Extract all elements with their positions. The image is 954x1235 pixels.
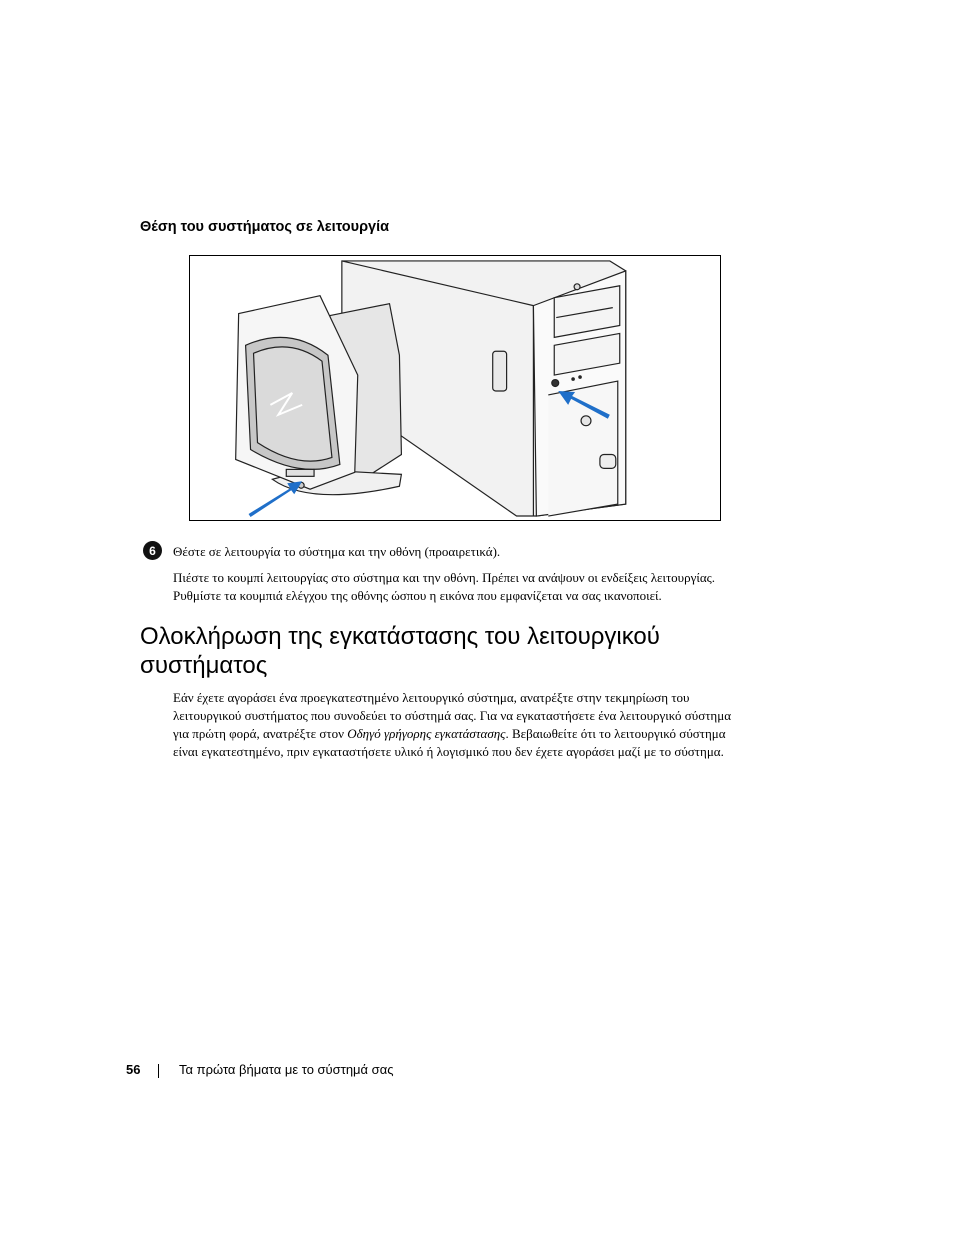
step-detail-line: Πιέστε το κουμπί λειτουργίας στο σύστημα και την οθόνη. Πρέπει να ανάψουν οι ενδείξεις λειτουργίας. — [173, 570, 716, 585]
step-instruction: Θέστε σε λειτουργία το σύστημα και την οθόνη (προαιρετικά). — [173, 544, 501, 559]
page-number: 56 — [126, 1062, 141, 1077]
section-heading — [140, 622, 780, 680]
body-text: για πρώτη φορά, ανατρέξτε στον — [173, 726, 348, 741]
step-number-badge: 6 — [143, 541, 162, 560]
step-detail-line: Ρυθμίστε τα κουμπιά ελέγχου της οθόνης ώσπου η εικόνα που εμφανίζεται να σας ικανοποιεί. — [173, 588, 662, 603]
footer-divider — [158, 1064, 159, 1078]
guide-title: Οδηγό γρήγορης εγκατάστασης — [347, 726, 506, 741]
section-heading-line: Ολοκλήρωση της εγκατάστασης του λειτουργικού — [140, 623, 660, 650]
body-text: . Βεβαιωθείτε ότι το λειτουργικό σύστημα — [505, 726, 726, 741]
step-details — [173, 569, 793, 605]
section-heading-line: συστήματος — [140, 652, 268, 679]
monitor-illustration — [236, 296, 402, 495]
setup-figure — [189, 255, 721, 521]
body-line: είναι εγκατεστημένο, πριν εγκαταστήσετε υλικό ή λογισμικό που δεν έχετε αγοράσει μαζί με το σύστημα. — [173, 744, 724, 759]
section-subheading: Θέση του συστήματος σε λειτουργία — [140, 219, 390, 235]
body-line: λειτουργικού συστήματος που συνοδεύει το σύστημά σας. Για να εγκαταστήσετε ένα λειτουργικό σύστημα — [173, 708, 732, 723]
body-paragraph — [173, 689, 803, 761]
footer-title: Τα πρώτα βήματα με το σύστημά σας — [179, 1062, 394, 1077]
body-line — [173, 725, 803, 743]
body-line: Εάν έχετε αγοράσει ένα προεγκατεστημένο λειτουργικό σύστημα, ανατρέξτε στην τεκμηρίωση του — [173, 690, 690, 705]
